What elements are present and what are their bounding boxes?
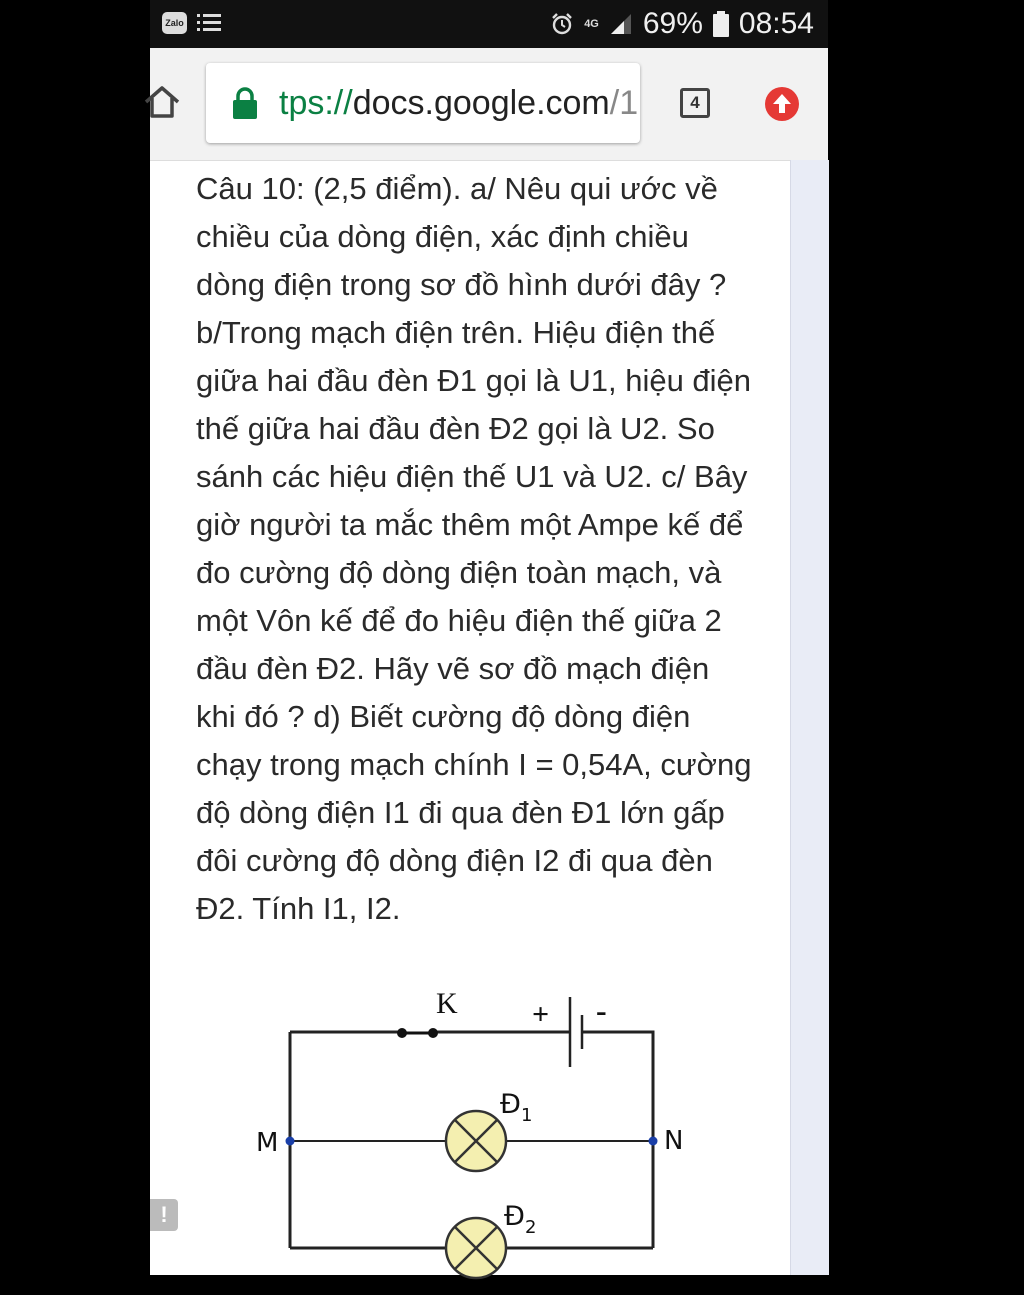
node-m-label: M — [256, 1128, 279, 1158]
address-bar[interactable] — [206, 63, 640, 143]
battery-minus-label: - — [596, 992, 607, 1028]
status-bar — [150, 0, 828, 48]
tab-switcher-button[interactable]: 4 — [680, 88, 710, 118]
document-side-panel — [790, 160, 829, 1275]
battery-plus-label: + — [532, 998, 550, 1031]
home-icon[interactable] — [144, 84, 180, 120]
update-icon[interactable] — [764, 86, 800, 122]
node-n-label: N — [664, 1126, 684, 1156]
browser-toolbar — [150, 48, 828, 161]
lamp-2 — [446, 1218, 506, 1278]
lock-icon — [232, 87, 258, 119]
battery-icon — [713, 11, 729, 37]
node-m — [286, 1137, 295, 1146]
question-text: Câu 10: (2,5 điểm). a/ Nêu qui ước về chiều của dòng điện, xác định chiều dòng điện trong sơ đồ hình dưới đây ? b/Trong mạch điện trên. Hiệu điện thế giữa hai đầu đèn Đ1 gọi là U1, hiệu điện thế giữa hai đầu đèn Đ2 gọi là U2. So sánh các hiệu điện thế U1 và U2. c/ Bây giờ người ta mắc thêm một Ampe kế để đo cường độ dòng điện toàn mạch, và một Vôn kế để đo hiệu điện thế giữa 2 đầu đèn Đ2. Hãy vẽ sơ đồ mạch điện khi đó ? d) Biết cường độ dòng điện chạy trong mạch chính I = 0,54A, cường độ dòng điện I1 đi qua đèn Đ1 lớn gấp đôi cường độ dòng điện I2 đi qua đèn Đ2. Tính I1, I2. — [196, 171, 752, 926]
battery-percent: 69% — [642, 7, 703, 40]
zalo-icon: Zalo — [162, 12, 187, 34]
url-path: /1 — [609, 84, 639, 122]
url-text[interactable] — [279, 83, 639, 123]
feedback-badge[interactable]: ! — [150, 1199, 178, 1231]
notification-list-icon — [197, 12, 221, 34]
url-host: docs.google.com — [352, 84, 610, 122]
node-n — [649, 1137, 658, 1146]
alarm-icon — [550, 12, 574, 36]
circuit-diagram — [250, 975, 750, 1295]
switch-label: K — [436, 987, 458, 1020]
network-type-label: 4G — [584, 18, 599, 30]
url-scheme: tps:// — [279, 84, 353, 122]
signal-icon — [609, 12, 633, 36]
phone-screen — [150, 0, 828, 1275]
clock: 08:54 — [738, 7, 814, 40]
lamp-1 — [446, 1111, 506, 1171]
lamp-2-label: $Đ_2$ — [504, 1201, 537, 1238]
lamp-1-label: $Đ_1$ — [500, 1089, 533, 1126]
